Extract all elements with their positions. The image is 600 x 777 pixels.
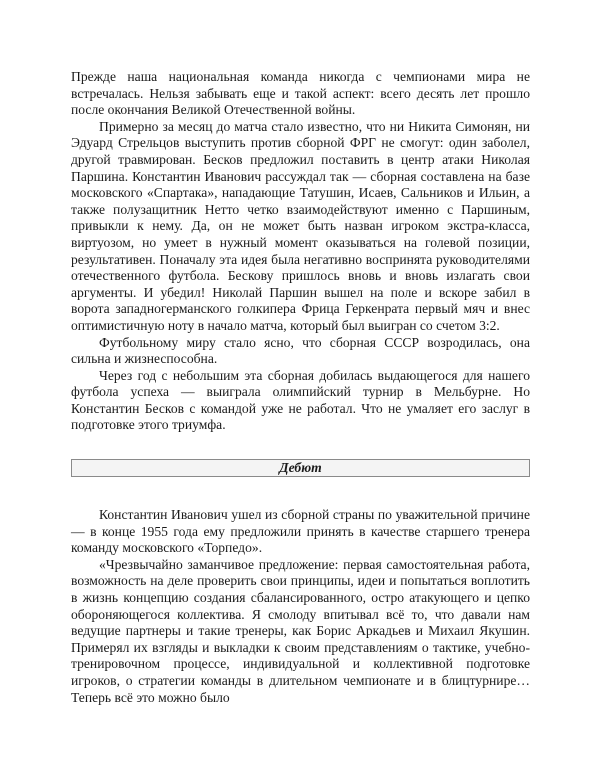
paragraph: Константин Иванович ушел из сборной страны по уважительной причине — в конце 1955 года ему предложили принять в качестве старшего тренера команду московского «Торпедо». — [71, 507, 530, 556]
section-title: Дебют — [279, 460, 322, 476]
document-page — [71, 69, 530, 706]
paragraph: «Чрезвычайно заманчивое предложение: первая самостоятельная работа, возможность на деле проверить свои принципы, идеи и попытаться воплотить в жизнь концепцию создания сбалансированного, остро атакующего и цепко обороняющегося коллектива. Я смолоду впитывал всё то, что давали нам ведущие партнеры и такие тренеры, как Борис Аркадьев и Михаил Якушин. Примерял их взгляды и выкладки к своим представлениям о тактике, учебно-тренировочном процессе, индивидуальной и коллективной подготовке игроков, о стратегии команды в длительном чемпионате и в блицтурнире… Теперь всё это можно было — [71, 556, 530, 705]
paragraph: Футбольному миру стало ясно, что сборная СССР возродилась, она сильна и жизнеспособна. — [71, 334, 530, 367]
paragraph: Через год с небольшим эта сборная добилась выдающегося для нашего футбола успеха — выиграла олимпийский турнир в Мельбурне. Но Константин Бесков с командой уже не работал. Что не умаляет его заслуг в подготовке этого триумфа. — [71, 367, 530, 433]
paragraph: Примерно за месяц до матча стало известно, что ни Никита Симонян, ни Эдуард Стрельцов выступить против сборной ФРГ не смогут: один заболел, другой травмирован. Бесков предложил поставить в центр атаки Николая Паршина. Константин Иванович рассуждал так — сборная составлена на базе московского «Спартака», нападающие Татушин, Исаев, Сальников и Ильин, а также полузащитник Нетто четко взаимодействуют именно с Паршиным, привыкли к нему. Да, он не может быть назван игроком экстра-класса, виртуозом, но умеет в нужный момент оказываться на голевой позиции, результативен. Поначалу эта идея была негативно воспринята руководителями отечественного футбола. Бескову пришлось вновь и вновь излагать свои аргументы. И убедил! Николай Паршин вышел на поле и вскоре забил в ворота западногерманского голкипера Фрица Геркенрата первый мяч и внес оптимистичную ноту в начало матча, который был выигран со счетом 3:2. — [71, 118, 530, 333]
paragraph: Прежде наша национальная команда никогда с чемпионами мира не встречалась. Нельзя забывать еще и такой аспект: всего десять лет прошло после окончания Великой Отечественной войны. — [71, 69, 530, 118]
section-header — [71, 459, 530, 477]
